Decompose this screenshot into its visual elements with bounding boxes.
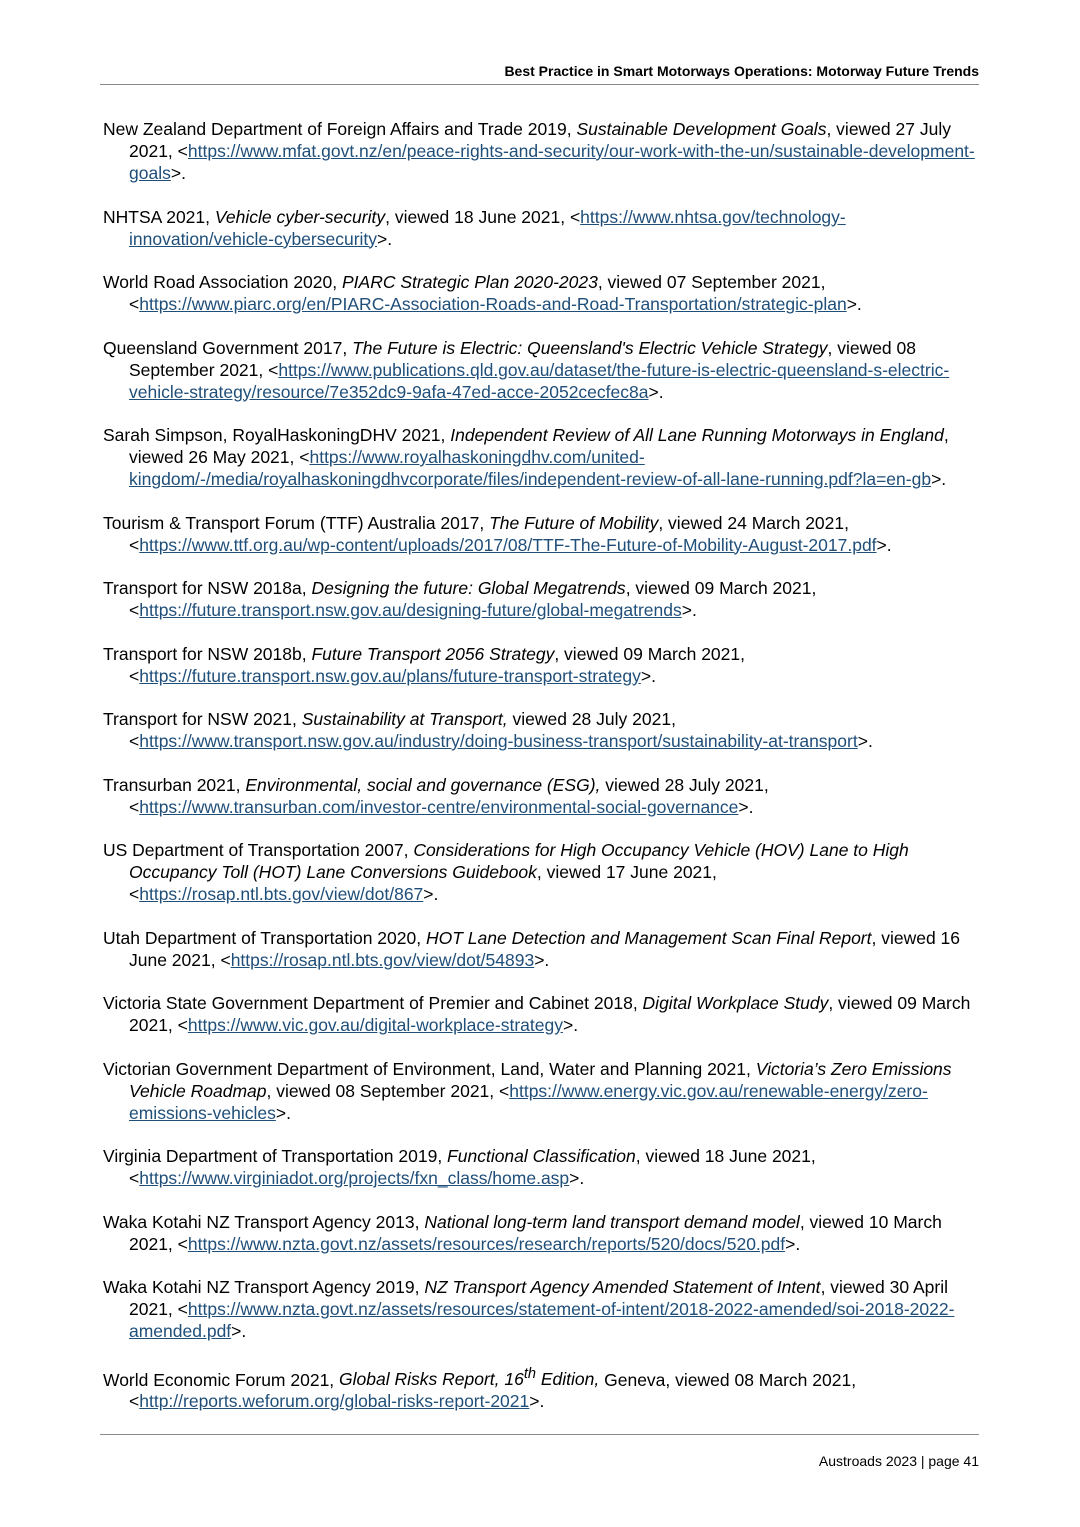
reference-end: >. [846, 294, 862, 314]
reference-author: Transport for NSW 2021, [103, 709, 302, 729]
reference-item [103, 774, 979, 818]
reference-details: Geneva, viewed 08 March 2021, < [129, 1369, 857, 1412]
reference-link[interactable]: https://www.virginiadot.org/projects/fxn_class/home.asp [139, 1168, 570, 1188]
reference-title: PIARC Strategic Plan 2020-2023 [341, 272, 598, 292]
reference-details: , viewed 24 March 2021, < [129, 512, 849, 555]
reference-details: , viewed 18 June 2021, < [385, 206, 581, 227]
reference-author: Victoria State Government Department of Premier and Cabinet 2018, [103, 993, 643, 1013]
reference-author: US Department of Transportation 2007, [103, 840, 414, 860]
reference-title: HOT Lane Detection and Management Scan Final Report [425, 927, 872, 948]
reference-link[interactable]: https://rosap.ntl.bts.gov/view/dot/54893 [230, 949, 535, 970]
reference-item [103, 577, 979, 621]
reference-author: NHTSA 2021, [103, 206, 215, 227]
reference-end: >. [377, 228, 393, 249]
reference-details: viewed 28 July 2021, < [129, 709, 676, 751]
reference-details: , viewed 18 June 2021, < [129, 1146, 816, 1188]
reference-end: >. [562, 1015, 579, 1035]
reference-details: , viewed 07 September 2021, < [129, 272, 826, 314]
reference-item [103, 337, 979, 403]
reference-link[interactable]: https://www.nzta.govt.nz/assets/resources/statement-of-intent/2018-2022-amended/soi-2018-2022-amended.pdf [129, 1299, 955, 1341]
reference-author: Transport for NSW 2018a, [103, 578, 312, 598]
reference-item [103, 118, 979, 184]
reference-title [339, 1366, 600, 1390]
reference-details: , viewed 26 May 2021, < [129, 425, 949, 467]
reference-author: Virginia Department of Transportation 2019, [103, 1146, 448, 1166]
reference-item [103, 1211, 979, 1255]
reference-item [103, 708, 979, 752]
reference-author: Sarah Simpson, RoyalHaskoningDHV 2021, [103, 425, 451, 445]
reference-end: >. [275, 1102, 291, 1123]
reference-link[interactable]: https://www.publications.qld.gov.au/dataset/the-future-is-electric-queensland-s-electric-vehicle-strategy/resource/7e352dc9-9afa-47ed-acce-2052cecfec8a [129, 359, 950, 402]
reference-author: Transport for NSW 2018b, [103, 643, 312, 664]
reference-link[interactable]: https://www.mfat.govt.nz/en/peace-rights-and-security/our-work-with-the-un/sustainable-development-goals [129, 141, 975, 183]
reference-end: >. [529, 1391, 545, 1412]
page-footer: Austroads 2023 | page 41 [100, 1434, 979, 1469]
reference-author: Utah Department of Transportation 2020, [103, 927, 426, 948]
reference-end: >. [231, 1321, 247, 1341]
reference-link[interactable]: https://www.piarc.org/en/PIARC-Association-Roads-and-Road-Transportation/strategic-plan [139, 294, 847, 314]
reference-title: Vehicle cyber-security [214, 206, 386, 227]
reference-link[interactable]: http://reports.weforum.org/global-risks-report-2021 [139, 1391, 530, 1412]
reference-details: , viewed 30 April 2021, < [129, 1277, 948, 1319]
reference-title: Independent Review of All Lane Running Motorways in England [450, 425, 944, 445]
reference-item [103, 1058, 979, 1124]
reference-author: Waka Kotahi NZ Transport Agency 2013, [103, 1211, 425, 1232]
reference-details: , viewed 09 March 2021, < [129, 643, 745, 686]
reference-link[interactable]: https://www.energy.vic.gov.au/renewable-energy/zero-emissions-vehicles [129, 1080, 928, 1123]
reference-end: >. [931, 469, 947, 489]
reference-title: National long-term land transport demand model [424, 1211, 800, 1232]
reference-item [103, 992, 979, 1036]
reference-item [103, 271, 979, 315]
reference-details: , viewed 08 September 2021, < [129, 337, 916, 380]
reference-title-superscript: th [523, 1366, 537, 1383]
reference-item [103, 206, 979, 250]
reference-end: >. [569, 1168, 585, 1188]
reference-title: Environmental, social and governance (ESG), [245, 774, 601, 795]
reference-link[interactable]: https://www.vic.gov.au/digital-workplace-strategy [187, 1015, 563, 1035]
reference-title-main: Global Risks Report, 16 [339, 1369, 524, 1390]
reference-author: Victorian Government Department of Environment, Land, Water and Planning 2021, [103, 1058, 756, 1079]
reference-title: Considerations for High Occupancy Vehicle (HOV) Lane to High Occupancy Toll (HOT) Lane Conversions Guidebook [129, 840, 909, 882]
reference-link[interactable]: https://www.transurban.com/investor-centre/environmental-social-governance [139, 796, 739, 817]
reference-author: Tourism & Transport Forum (TTF) Australia 2017, [103, 512, 490, 533]
reference-title: The Future of Mobility [489, 512, 659, 533]
reference-item [103, 643, 979, 687]
reference-item [103, 1364, 979, 1413]
reference-link[interactable]: https://www.royalhaskoningdhv.com/united-kingdom/-/media/royalhaskoningdhvcorporate/files/independent-review-of-all-lane-running.pdf?la=en-gb [129, 447, 932, 489]
reference-link[interactable]: https://future.transport.nsw.gov.au/designing-future/global-megatrends [139, 600, 682, 620]
page-header: Best Practice in Smart Motorways Operations: Motorway Future Trends [100, 63, 979, 85]
reference-author: World Economic Forum 2021, [103, 1369, 340, 1390]
reference-title: Digital Workplace Study [642, 993, 829, 1013]
reference-title: NZ Transport Agency Amended Statement of Intent [424, 1277, 821, 1297]
reference-end: >. [785, 1233, 801, 1254]
reference-list [103, 118, 979, 1434]
reference-end: >. [681, 600, 697, 620]
reference-link[interactable]: https://www.nhtsa.gov/technology-innovation/vehicle-cybersecurity [129, 206, 846, 249]
reference-link[interactable]: https://future.transport.nsw.gov.au/plans/future-transport-strategy [139, 665, 641, 686]
reference-title: Future Transport 2056 Strategy [311, 643, 555, 664]
reference-end: >. [738, 796, 754, 817]
reference-item [103, 1276, 979, 1342]
reference-end: >. [170, 163, 186, 183]
reference-title: Sustainability at Transport, [301, 709, 508, 729]
reference-author: World Road Association 2020, [103, 272, 342, 292]
reference-details: , viewed 09 March 2021, < [129, 993, 971, 1035]
reference-item [103, 927, 979, 971]
reference-item [103, 1145, 979, 1189]
reference-end: >. [648, 381, 664, 402]
reference-details: , viewed 08 September 2021, < [266, 1080, 510, 1101]
reference-details: , viewed 27 July 2021, < [129, 119, 951, 161]
reference-link[interactable]: https://rosap.ntl.bts.gov/view/dot/867 [139, 884, 424, 904]
reference-title: The Future is Electric: Queensland's Electric Vehicle Strategy [352, 337, 828, 358]
reference-details: viewed 28 July 2021, < [129, 774, 769, 817]
reference-author: New Zealand Department of Foreign Affairs and Trade 2019, [103, 119, 577, 139]
reference-link[interactable]: https://www.ttf.org.au/wp-content/uploads/2017/08/TTF-The-Future-of-Mobility-August-2017.pdf [139, 534, 877, 555]
reference-details: , viewed 17 June 2021, < [129, 862, 717, 904]
reference-end: >. [857, 731, 873, 751]
reference-details: , viewed 10 March 2021, < [129, 1211, 942, 1254]
reference-title: Designing the future: Global Megatrends [311, 578, 626, 598]
reference-link[interactable]: https://www.nzta.govt.nz/assets/resources/research/reports/520/docs/520.pdf [187, 1233, 786, 1254]
reference-item [103, 512, 979, 556]
reference-details: , viewed 16 June 2021, < [129, 927, 961, 970]
reference-end: >. [534, 949, 550, 970]
reference-details: , viewed 09 March 2021, < [129, 578, 817, 620]
reference-end: >. [876, 534, 892, 555]
reference-title-tail: Edition, [536, 1369, 600, 1390]
reference-author: Queensland Government 2017, [103, 337, 353, 358]
reference-title: Victoria’s Zero Emissions Vehicle Roadmap [129, 1058, 952, 1101]
reference-item [103, 839, 979, 905]
reference-end: >. [423, 884, 439, 904]
reference-end: >. [640, 665, 656, 686]
reference-author: Waka Kotahi NZ Transport Agency 2019, [103, 1277, 425, 1297]
reference-author: Transurban 2021, [103, 774, 246, 795]
reference-link[interactable]: https://www.transport.nsw.gov.au/industry/doing-business-transport/sustainability-at-transport [139, 731, 858, 751]
reference-item [103, 424, 979, 490]
reference-title: Functional Classification [447, 1146, 636, 1166]
reference-title: Sustainable Development Goals [576, 119, 827, 139]
